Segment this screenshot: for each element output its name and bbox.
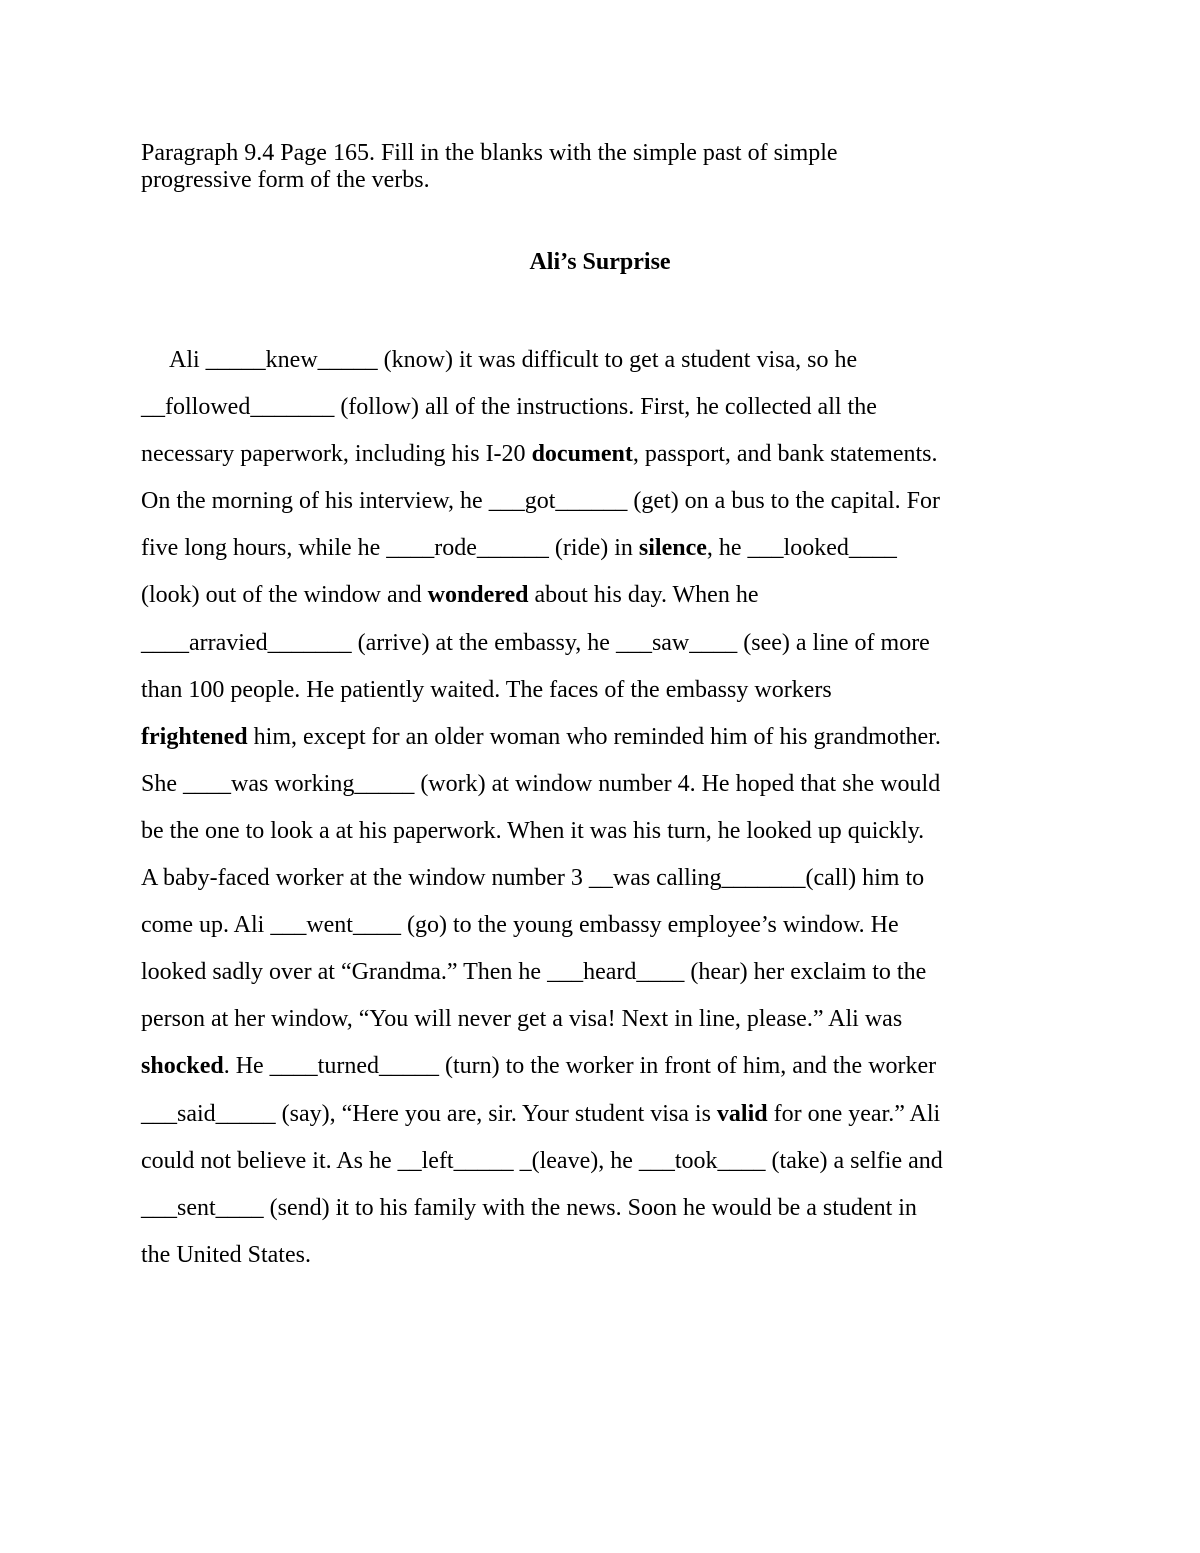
instructions-line-1: Paragraph 9.4 Page 165. Fill in the blanks with the simple past of simple bbox=[141, 140, 838, 166]
vocabulary-word: shocked bbox=[141, 1053, 224, 1080]
story-text: be the one to look a at his paperwork. When it was his turn, he looked up quickly. bbox=[141, 817, 925, 844]
story-text: , he ___looked____ bbox=[706, 535, 897, 562]
instructions-text bbox=[141, 140, 1041, 194]
story-line bbox=[141, 1049, 1081, 1096]
story-line bbox=[141, 908, 1081, 955]
story-text: him, except for an older woman who reminded him of his grandmother. bbox=[247, 723, 941, 750]
story-text: about his day. When he bbox=[528, 582, 759, 609]
story-text: than 100 people. He patiently waited. The faces of the embassy workers bbox=[141, 676, 832, 703]
story-line bbox=[141, 578, 1081, 625]
story-line bbox=[141, 1144, 1081, 1191]
story-line bbox=[141, 343, 1081, 390]
story-text: On the morning of his interview, he ___got______ (get) on a bus to the capital. For bbox=[141, 488, 940, 515]
story-text: person at her window, “You will never get a visa! Next in line, please.” Ali was bbox=[141, 1006, 903, 1033]
story-text: looked sadly over at “Grandma.” Then he ___heard____ (hear) her exclaim to the bbox=[141, 959, 927, 986]
story-text: , passport, and bank statements. bbox=[632, 441, 938, 468]
vocabulary-word: wondered bbox=[427, 582, 529, 609]
vocabulary-word: valid bbox=[716, 1100, 768, 1127]
story-line bbox=[141, 1002, 1081, 1049]
story-line bbox=[141, 390, 1081, 437]
story-line bbox=[141, 673, 1081, 720]
story-paragraph bbox=[141, 343, 1081, 1285]
story-text: (look) out of the window and bbox=[141, 582, 428, 609]
story-text: ___sent____ (send) it to his family with the news. Soon he would be a student in bbox=[141, 1194, 917, 1221]
vocabulary-word: frightened bbox=[141, 723, 248, 750]
story-text: Ali _____knew_____ (know) it was difficult to get a student visa, so he bbox=[169, 347, 858, 373]
story-text: ___said_____ (say), “Here you are, sir. Your student visa is bbox=[141, 1100, 717, 1127]
instructions-line-2: progressive form of the verbs. bbox=[141, 167, 430, 193]
story-line bbox=[141, 814, 1081, 861]
story-line bbox=[141, 955, 1081, 1002]
story-text: A baby-faced worker at the window number 3 __was calling_______(call) him to bbox=[141, 865, 925, 892]
story-line bbox=[141, 531, 1081, 578]
story-line bbox=[141, 720, 1081, 767]
vocabulary-word: silence bbox=[638, 535, 707, 562]
story-text: . He ____turned_____ (turn) to the worker in front of him, and the worker bbox=[223, 1053, 937, 1080]
story-line bbox=[141, 861, 1081, 908]
story-text: the United States. bbox=[141, 1241, 311, 1268]
story-line bbox=[141, 767, 1081, 814]
story-text: She ____was working_____ (work) at window number 4. He hoped that she would bbox=[141, 770, 941, 797]
story-text: could not believe it. As he __left_____ _(leave), he ___took____ (take) a selfie and bbox=[141, 1147, 943, 1174]
story-text: for one year.” Ali bbox=[767, 1100, 941, 1127]
story-text: come up. Ali ___went____ (go) to the young embassy employee’s window. He bbox=[141, 912, 899, 939]
story-text: necessary paperwork, including his I-20 bbox=[141, 441, 532, 468]
story-line bbox=[141, 626, 1081, 673]
vocabulary-word: document bbox=[531, 441, 633, 468]
story-line bbox=[141, 1238, 1081, 1285]
story-line bbox=[141, 1097, 1081, 1144]
story-text: five long hours, while he ____rode______ (ride) in bbox=[141, 535, 639, 562]
story-title: Ali’s Surprise bbox=[529, 249, 671, 275]
story-line bbox=[141, 437, 1081, 484]
story-text: ____arravied_______ (arrive) at the embassy, he ___saw____ (see) a line of more bbox=[141, 629, 930, 656]
story-line bbox=[141, 1191, 1081, 1238]
story-line bbox=[141, 484, 1081, 531]
story-text: __followed_______ (follow) all of the instructions. First, he collected all the bbox=[141, 394, 877, 421]
